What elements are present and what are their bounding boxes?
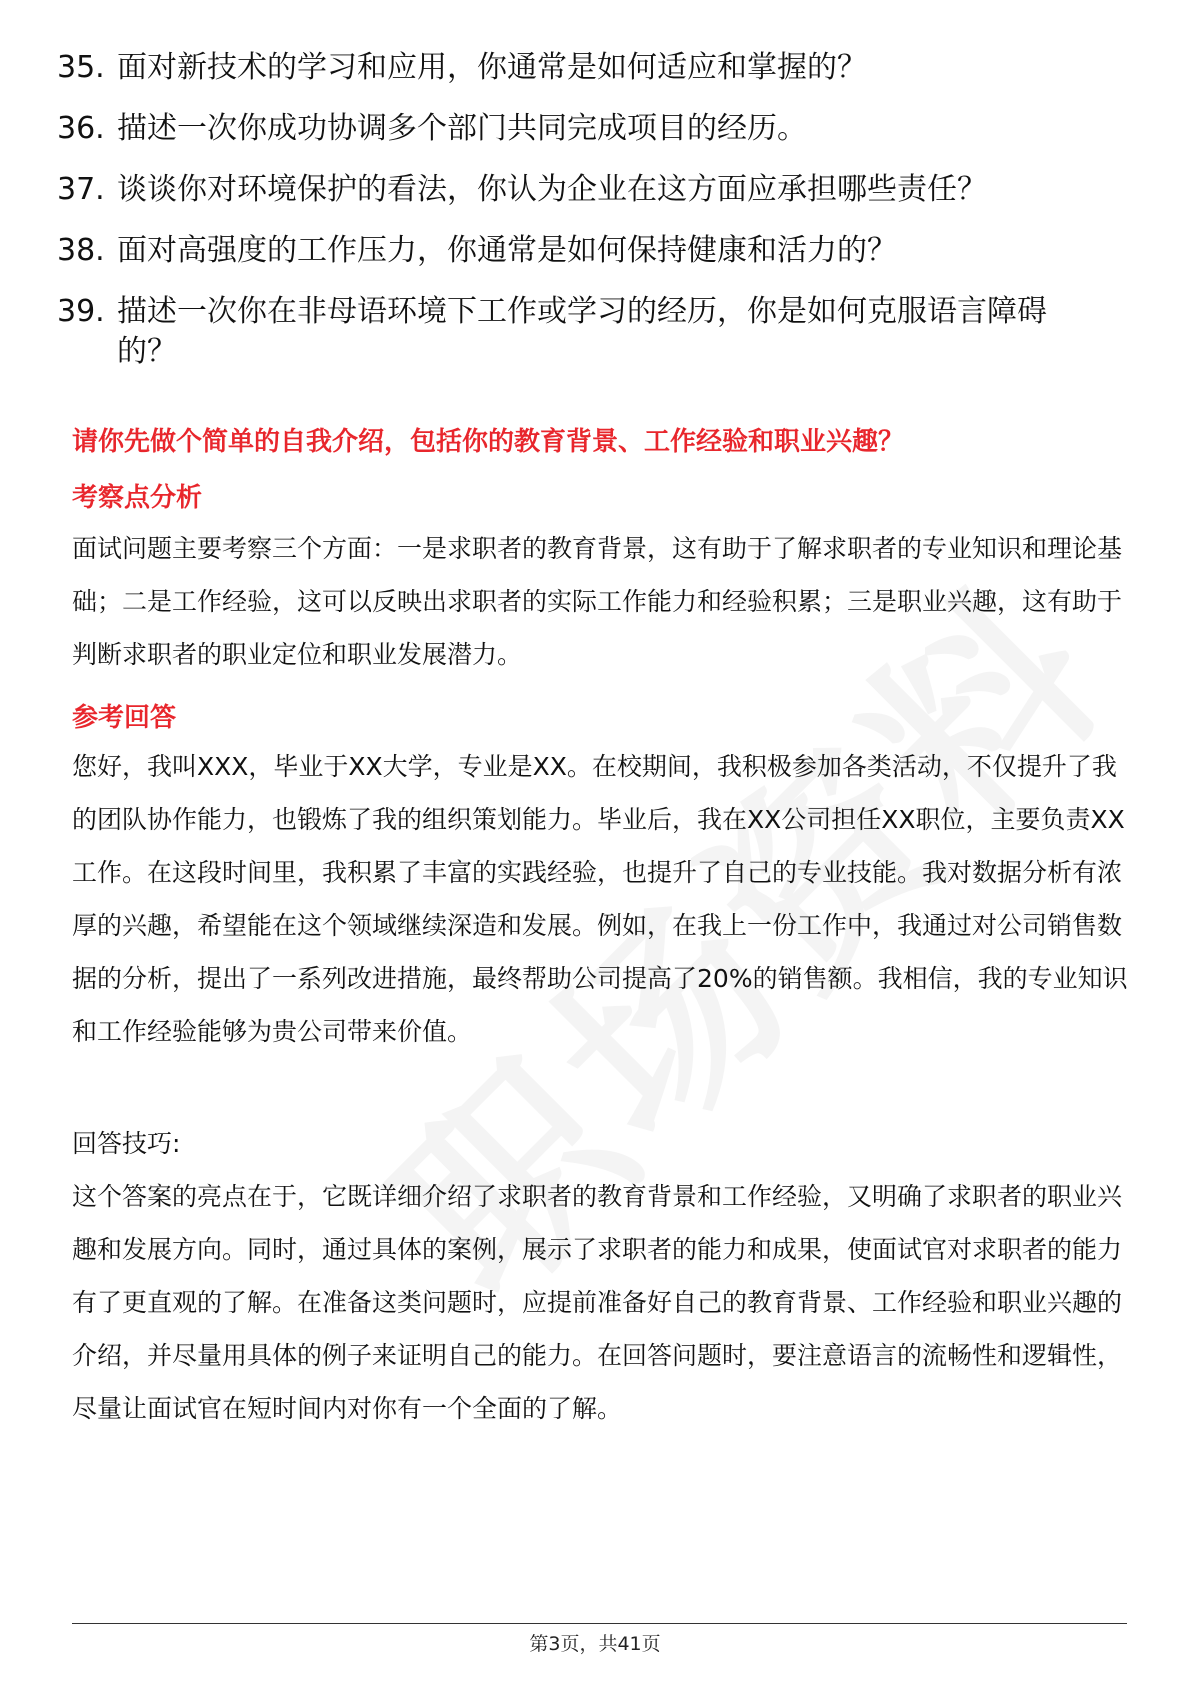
question-item <box>57 231 1127 271</box>
reference-section <box>72 700 1132 1058</box>
question-item <box>57 109 1127 149</box>
question-text: 描述一次你在非母语环境下工作或学习的经历，你是如何克服语言障碍的？ <box>117 294 1047 369</box>
analysis-section <box>72 480 1132 681</box>
reference-body: 您好，我叫XXX，毕业于XX大学，专业是XX。在校期间，我积极参加各类活动，不仅提升了我的团队协作能力，也锻炼了我的组织策划能力。毕业后，我在XX公司担任XX职位，主要负责XX工作。在这段时间里，我积累了丰富的实践经验，也提升了自己的专业技能。我对数据分析有浓厚的兴趣，希望能在这个领域继续深造和发展。例如，在我上一份工作中，我通过对公司销售数据的分析，提出了一系列改进措施，最终帮助公司提高了20%的销售额。我相信，我的专业知识和工作经验能够为贵公司带来价值。 <box>72 752 1128 1046</box>
question-item <box>57 292 1127 372</box>
question-number: 37. <box>57 172 105 207</box>
tips-section <box>72 1117 1132 1435</box>
question-item <box>57 48 1127 88</box>
question-text: 描述一次你成功协调多个部门共同完成项目的经历。 <box>117 111 807 146</box>
question-number: 35. <box>57 50 105 85</box>
question-text: 面对新技术的学习和应用，你通常是如何适应和掌握的？ <box>117 50 867 85</box>
tips-heading: 回答技巧: <box>72 1129 181 1158</box>
question-number: 38. <box>57 233 105 268</box>
reference-heading: 参考回答 <box>72 703 177 733</box>
tips-body: 这个答案的亮点在于，它既详细介绍了求职者的教育背景和工作经验，又明确了求职者的职业兴趣和发展方向。同时，通过具体的案例，展示了求职者的能力和成果，使面试官对求职者的能力有了更直观的了解。在准备这类问题时，应提前准备好自己的教育背景、工作经验和职业兴趣的介绍，并尽量用具体的例子来证明自己的能力。在回答问题时，要注意语言的流畅性和逻辑性，尽量让面试官在短时间内对你有一个全面的了解。 <box>72 1182 1123 1423</box>
question-text: 谈谈你对环境保护的看法，你认为企业在这方面应承担哪些责任？ <box>117 172 987 207</box>
question-number: 36. <box>57 111 105 146</box>
main-question-section <box>72 424 1132 460</box>
footer-divider <box>72 1623 1127 1624</box>
question-text: 面对高强度的工作压力，你通常是如何保持健康和活力的？ <box>117 233 897 268</box>
page-number: 第3页，共41页 <box>529 1633 661 1655</box>
analysis-heading: 考察点分析 <box>72 483 203 513</box>
question-item <box>57 170 1127 210</box>
question-list <box>57 48 1127 393</box>
analysis-body: 面试问题主要考察三个方面：一是求职者的教育背景，这有助于了解求职者的专业知识和理论基础；二是工作经验，这可以反映出求职者的实际工作能力和经验积累；三是职业兴趣，这有助于判断求职者的职业定位和职业发展潜力。 <box>72 534 1123 669</box>
question-number: 39. <box>57 294 105 329</box>
main-question-title: 请你先做个简单的自我介绍，包括你的教育背景、工作经验和职业兴趣？ <box>72 427 905 457</box>
